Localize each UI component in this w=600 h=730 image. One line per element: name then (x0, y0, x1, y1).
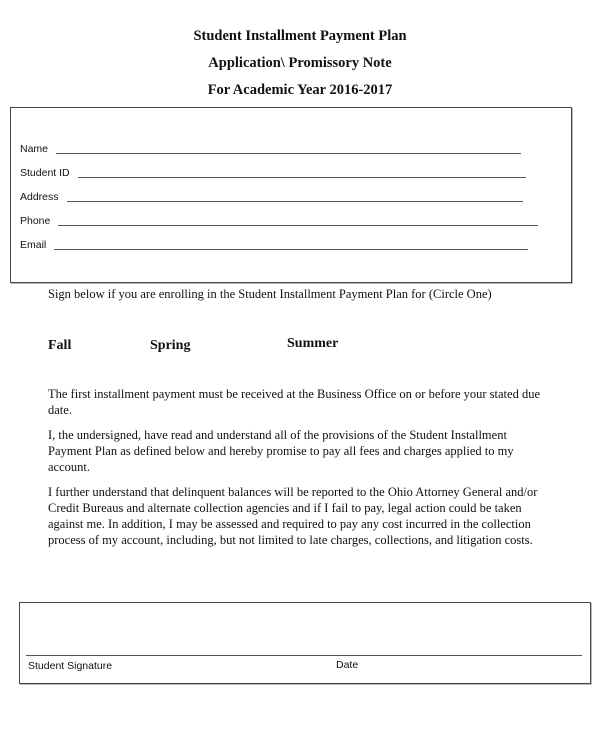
name-field[interactable] (20, 139, 521, 155)
signature-box (19, 602, 591, 684)
student-info-box (10, 107, 572, 283)
term-option-fall[interactable]: Fall (48, 338, 72, 353)
address-label: Address (20, 191, 59, 203)
agreement-paragraph: I, the undersigned, have read and understand all of the provisions of the Student Installment Payment Plan as defined below and hereby promise to pay all fees and charges applied to my account. (48, 428, 514, 474)
address-field[interactable] (20, 187, 523, 203)
installment-due-paragraph: The first installment payment must be received at the Business Office on or before your stated due date. (48, 387, 540, 417)
date-label: Date (336, 659, 359, 671)
term-option-spring[interactable]: Spring (150, 338, 191, 353)
student-signature-label: Student Signature (28, 660, 113, 672)
name-input-line[interactable] (56, 153, 521, 154)
student-id-input-line[interactable] (78, 177, 526, 178)
phone-input-line[interactable] (58, 225, 538, 226)
enrollment-instruction: Sign below if you are enrolling in the Student Installment Payment Plan for (Circle One) (48, 287, 492, 301)
signature-line[interactable] (26, 655, 582, 656)
email-label: Email (20, 239, 47, 251)
name-label: Name (20, 143, 49, 155)
delinquency-paragraph: I further understand that delinquent balances will be reported to the Ohio Attorney General and/or Credit Bureaus and alternate collection agencies and if I fail to pay, legal action could be taken against me. In addition, I may be assessed and required to pay any cost incurred in the collection process of my account, including, but not limited to late charges, collections, and litigation costs. (48, 485, 538, 547)
email-field[interactable] (20, 235, 528, 251)
form-title: Student Installment Payment Plan (193, 28, 407, 44)
email-input-line[interactable] (54, 249, 528, 250)
student-id-label: Student ID (20, 167, 70, 179)
address-input-line[interactable] (67, 201, 523, 202)
phone-field[interactable] (20, 211, 538, 227)
term-option-summer[interactable]: Summer (287, 336, 339, 351)
student-id-field[interactable] (20, 163, 526, 179)
form-subtitle: Application\ Promissory Note (208, 55, 392, 71)
academic-year: For Academic Year 2016-2017 (207, 82, 393, 98)
phone-label: Phone (20, 215, 51, 227)
